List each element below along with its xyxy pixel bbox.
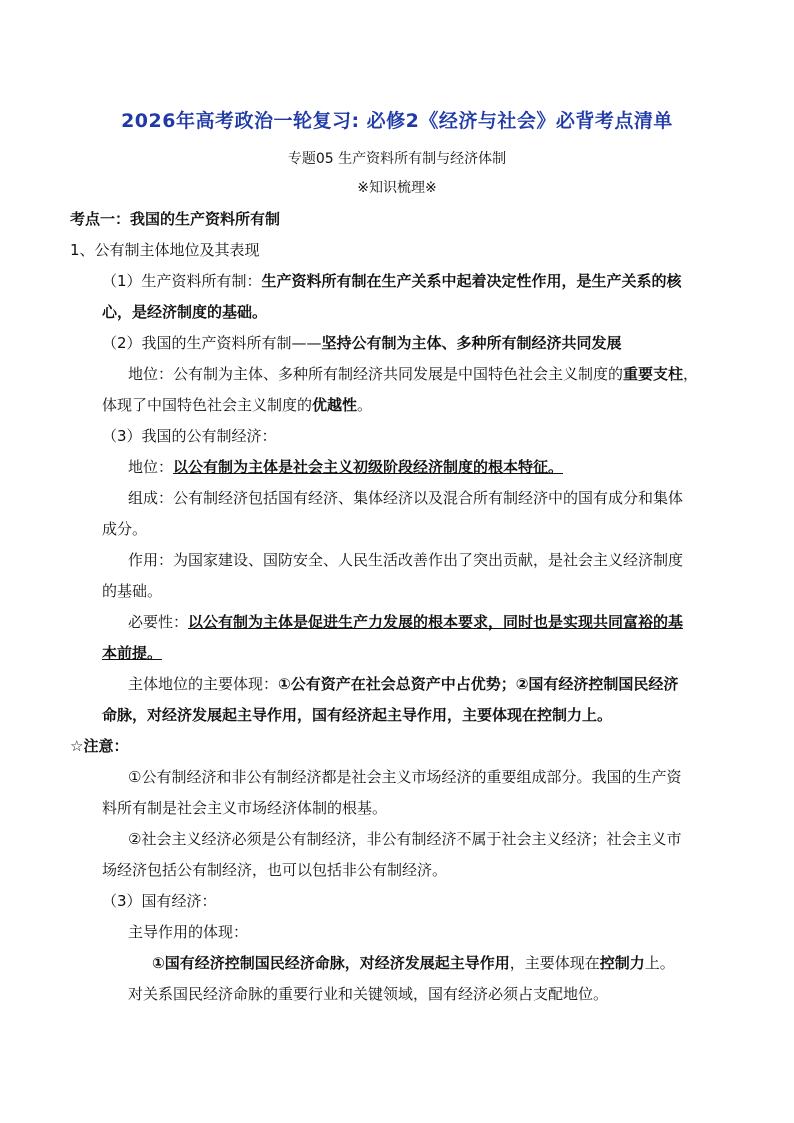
note-item: ②社会主义经济必须是公有制经济，非公有制经济不属于社会主义经济；社会主义市 [128,830,682,848]
underlined-text: 以公有制为主体是促进生产力发展的根本要求，同时也是实现共同富裕的基 [188,613,684,631]
paragraph [70,328,734,359]
bold-text: 重要支柱 [623,365,684,383]
document-subtitle: 专题05 生产资料所有制与经济体制 [287,151,507,167]
bold-text: 控制力 [599,954,645,972]
paragraph-continuation [70,390,734,421]
section-marker: ※知识梳理※ [357,180,437,196]
paragraph-continuation: 场经济包括公有制经济，也可以包括非公有制经济。 [102,861,448,879]
paragraph: （3）我国的公有制经济： [102,427,277,445]
text-run: ，主要体现在 [509,954,600,972]
paragraph [70,669,734,700]
text-run: 地位： [128,458,174,476]
bold-text: ①国有经济控制国民经济命脉，对经济发展起主导作用 [152,954,510,972]
bold-text: 坚持公有制为主体、多种所有制经济共同发展 [321,334,622,352]
text-run: 主体地位的主要体现： [128,675,279,693]
paragraph [70,359,734,390]
paragraph-continuation: 心，是经济制度的基础。 [102,303,268,321]
paragraph-continuation: 的基础。 [102,582,163,600]
paragraph-continuation: 料所有制是社会主义市场经济体制的根基。 [102,799,388,817]
document-body [70,204,734,1010]
note-item: ①公有制经济和非公有制经济都是社会主义市场经济的重要组成部分。我国的生产资 [128,768,682,786]
paragraph [70,266,734,297]
text-run: 体现了中国特色社会主义制度的 [102,396,313,414]
document-title: 2026年高考政治一轮复习: 必修2《经济与社会》必背考点清单 [121,110,673,132]
paragraph-continuation: 成分。 [102,520,148,538]
paragraph-continuation: 本前提。 [102,644,163,662]
text-run: ， [683,365,699,383]
note-heading: ☆注意： [70,737,129,755]
paragraph-continuation: 命脉，对经济发展起主导作用，国有经济起主导作用，主要体现在控制力上。 [102,706,613,724]
bold-text: 生产资料所有制在生产关系中起着决定性作用，是生产关系的核 [261,272,682,290]
text-run: （1）生产资料所有制： [102,272,262,290]
text-run: 地位：公有制为主体、多种所有制经济共同发展是中国特色社会主义制度的 [128,365,624,383]
paragraph [70,452,734,483]
text-run: 上。 [644,954,675,972]
paragraph: 主导作用的体现： [128,923,249,941]
paragraph: 作用：为国家建设、国防安全、人民生活改善作出了突出贡献，是社会主义经济制度 [128,551,684,569]
paragraph: 对关系国民经济命脉的重要行业和关键领域，国有经济必须占支配地位。 [128,985,609,1003]
text-run: 。 [357,396,373,414]
bold-text: 优越性 [312,396,358,414]
text-run: 必要性： [128,613,189,631]
section-heading: 考点一：我国的生产资料所有制 [70,210,281,228]
paragraph [70,948,734,979]
paragraph: （3）国有经济： [102,892,217,910]
underlined-text: 以公有制为主体是社会主义初级阶段经济制度的根本特征。 [173,458,564,476]
bold-text: ①公有资产在社会总资产中占优势；②国有经济控制国民经济 [278,675,679,693]
text-run: （2）我国的生产资料所有制—— [102,334,322,352]
paragraph: 组成：公有制经济包括国有经济、集体经济以及混合所有制经济中的国有成分和集体 [128,489,684,507]
subheading: 1、公有制主体地位及其表现 [70,241,260,259]
paragraph [70,607,734,638]
